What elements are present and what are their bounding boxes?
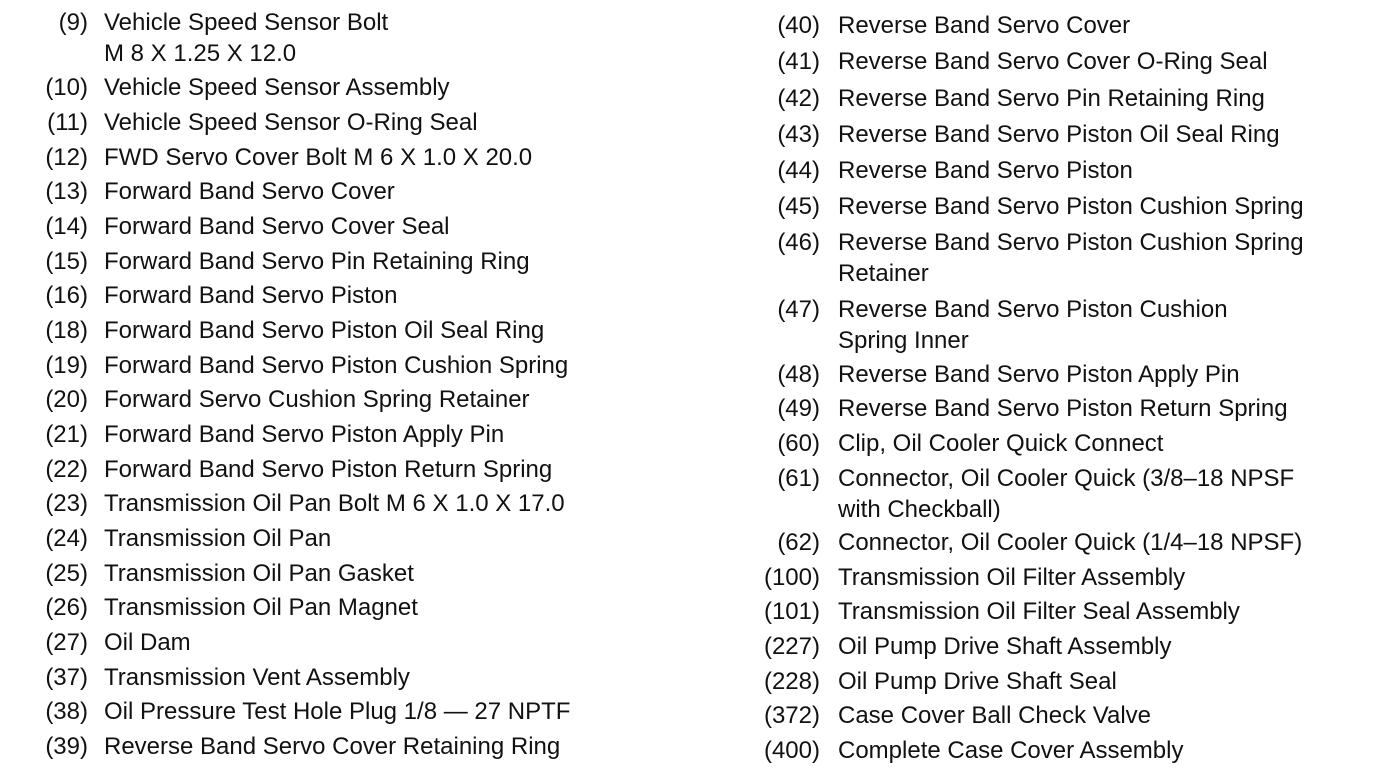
legend-item-text-line: Forward Band Servo Piston Apply Pin	[104, 421, 505, 448]
legend-item-text-line: Connector, Oil Cooler Quick (3/8–18 NPSF	[838, 465, 1295, 492]
legend-item-text-line: Reverse Band Servo Cover Retaining Ring	[104, 733, 561, 760]
legend-item-number: (400)	[763, 737, 820, 764]
legend-item-description	[104, 732, 560, 762]
legend-item-number: (228)	[763, 668, 820, 695]
legend-item-text-line: Vehicle Speed Sensor Bolt	[104, 9, 389, 36]
legend-item-text-line: Transmission Oil Filter Seal Assembly	[838, 598, 1240, 625]
legend-item-description	[104, 559, 414, 589]
legend-item-number: (25)	[45, 560, 88, 587]
legend-item-description	[838, 192, 1304, 222]
legend-item-text-line: Reverse Band Servo Piston Apply Pin	[838, 361, 1240, 388]
legend-item-text-line: Forward Band Servo Cover	[104, 178, 395, 205]
legend-item-description	[104, 455, 552, 485]
legend-item-text-line: M 8 X 1.25 X 12.0	[104, 40, 297, 67]
legend-item-description	[104, 420, 504, 450]
legend-item-text-line: Reverse Band Servo Piston Cushion	[838, 296, 1228, 323]
legend-item-text-line: Forward Band Servo Piston Cushion Spring	[104, 352, 569, 379]
legend-item-description	[104, 524, 331, 554]
legend-item-description	[838, 736, 1183, 766]
legend-item-description	[104, 143, 532, 173]
legend-item-text-line: Forward Band Servo Piston Oil Seal Ring	[104, 317, 545, 344]
legend-item-number: (27)	[45, 629, 88, 656]
legend-item-text-line: Retainer	[838, 260, 929, 287]
legend-item-number: (372)	[763, 702, 820, 729]
legend-item-number: (46)	[777, 229, 820, 256]
legend-item-description	[838, 84, 1265, 114]
legend-item-number: (41)	[777, 48, 820, 75]
legend-item-description	[838, 11, 1130, 41]
legend-item-text-line: FWD Servo Cover Bolt M 6 X 1.0 X 20.0	[104, 144, 533, 171]
legend-item-number: (9)	[58, 9, 88, 36]
legend-item-number: (45)	[777, 193, 820, 220]
legend-item-description	[838, 228, 1304, 289]
legend-item-description	[104, 247, 530, 277]
legend-item-description	[104, 628, 191, 658]
legend-item-description	[104, 108, 478, 138]
legend-item-description	[838, 597, 1240, 627]
legend-item-description	[104, 73, 450, 103]
legend-item-text-line: Reverse Band Servo Cover O-Ring Seal	[838, 48, 1268, 75]
legend-item-number: (15)	[45, 248, 88, 275]
legend-item-number: (60)	[777, 430, 820, 457]
legend-item-number: (10)	[45, 74, 88, 101]
legend-item-text-line: Transmission Oil Pan Gasket	[104, 560, 414, 587]
legend-item-text-line: Clip, Oil Cooler Quick Connect	[838, 430, 1164, 457]
legend-item-description	[104, 316, 544, 346]
legend-item-description	[838, 429, 1163, 459]
legend-item-description	[838, 667, 1117, 697]
legend-item-text-line: Forward Band Servo Pin Retaining Ring	[104, 248, 530, 275]
legend-item-description	[838, 632, 1171, 662]
legend-item-description	[104, 385, 530, 415]
legend-item-number: (19)	[45, 352, 88, 379]
legend-item-number: (43)	[777, 121, 820, 148]
legend-item-number: (38)	[45, 698, 88, 725]
legend-item-text-line: Reverse Band Servo Piston Cushion Spring	[838, 229, 1304, 256]
legend-item-number: (26)	[45, 594, 88, 621]
legend-item-description	[104, 593, 418, 623]
legend-item-description	[838, 464, 1294, 525]
legend-item-number: (20)	[45, 386, 88, 413]
legend-item-description	[838, 120, 1280, 150]
legend-item-number: (21)	[45, 421, 88, 448]
legend-item-number: (11)	[47, 109, 88, 136]
legend-item-description	[104, 212, 450, 242]
legend-item-text-line: Transmission Oil Filter Assembly	[838, 564, 1186, 591]
legend-item-text-line: Spring Inner	[838, 327, 969, 354]
legend-item-text-line: Reverse Band Servo Piston	[838, 157, 1133, 184]
legend-item-number: (100)	[763, 564, 820, 591]
legend-item-number: (16)	[45, 282, 88, 309]
legend-item-text-line: Reverse Band Servo Pin Retaining Ring	[838, 85, 1265, 112]
legend-item-text-line: Forward Servo Cushion Spring Retainer	[104, 386, 530, 413]
legend-item-number: (48)	[777, 361, 820, 388]
legend-item-description	[838, 47, 1268, 77]
legend-item-text-line: Forward Band Servo Piston Return Spring	[104, 456, 553, 483]
legend-item-number: (42)	[777, 85, 820, 112]
legend-item-text-line: Connector, Oil Cooler Quick (1/4–18 NPSF)	[838, 529, 1303, 556]
legend-item-text-line: Transmission Vent Assembly	[104, 664, 410, 691]
legend-item-text-line: Oil Pump Drive Shaft Assembly	[838, 633, 1172, 660]
legend-item-text-line: Oil Pump Drive Shaft Seal	[838, 668, 1117, 695]
legend-item-text-line: Complete Case Cover Assembly	[838, 737, 1184, 764]
legend-item-text-line: Transmission Oil Pan	[104, 525, 332, 552]
legend-item-description	[838, 701, 1151, 731]
legend-item-text-line: Vehicle Speed Sensor O-Ring Seal	[104, 109, 478, 136]
legend-item-text-line: Reverse Band Servo Piston Cushion Spring	[838, 193, 1304, 220]
legend-item-text-line: Reverse Band Servo Piston Return Spring	[838, 395, 1288, 422]
legend-item-description	[838, 563, 1185, 593]
legend-item-text-line: Transmission Oil Pan Magnet	[104, 594, 418, 621]
legend-item-number: (39)	[45, 733, 88, 760]
legend-item-number: (61)	[777, 465, 820, 492]
legend-item-description	[104, 663, 410, 693]
legend-item-description	[104, 697, 570, 727]
legend-item-number: (23)	[45, 490, 88, 517]
legend-item-number: (49)	[777, 395, 820, 422]
legend-item-number: (18)	[45, 317, 88, 344]
legend-item-number: (22)	[45, 456, 88, 483]
legend-item-description	[104, 351, 568, 381]
legend-item-text-line: with Checkball)	[838, 496, 1001, 523]
legend-item-text-line: Oil Dam	[104, 629, 191, 656]
legend-item-description	[838, 295, 1228, 356]
legend-item-description	[838, 394, 1288, 424]
legend-item-number: (13)	[45, 178, 88, 205]
legend-item-description	[104, 177, 395, 207]
legend-item-description	[838, 360, 1240, 390]
legend-item-number: (37)	[45, 664, 88, 691]
legend-item-description	[838, 156, 1133, 186]
legend-item-text-line: Vehicle Speed Sensor Assembly	[104, 74, 450, 101]
legend-item-text-line: Reverse Band Servo Piston Oil Seal Ring	[838, 121, 1280, 148]
legend-item-number: (12)	[45, 144, 88, 171]
legend-item-description	[838, 528, 1302, 558]
legend-item-number: (40)	[777, 12, 820, 39]
legend-item-number: (24)	[45, 525, 88, 552]
legend-item-description	[104, 489, 565, 519]
legend-item-text-line: Forward Band Servo Piston	[104, 282, 398, 309]
legend-item-number: (47)	[777, 296, 820, 323]
legend-item-number: (62)	[777, 529, 820, 556]
legend-item-text-line: Oil Pressure Test Hole Plug 1/8 — 27 NPTF	[104, 698, 571, 725]
legend-item-number: (101)	[763, 598, 820, 625]
legend-item-text-line: Forward Band Servo Cover Seal	[104, 213, 450, 240]
legend-item-text-line: Transmission Oil Pan Bolt M 6 X 1.0 X 17.0	[104, 490, 565, 517]
legend-item-number: (227)	[763, 633, 820, 660]
legend-item-description	[104, 8, 388, 70]
legend-item-text-line: Case Cover Ball Check Valve	[838, 702, 1152, 729]
legend-item-number: (14)	[45, 213, 88, 240]
legend-item-number: (44)	[777, 157, 820, 184]
legend-item-text-line: Reverse Band Servo Cover	[838, 12, 1131, 39]
legend-item-description	[104, 281, 397, 311]
